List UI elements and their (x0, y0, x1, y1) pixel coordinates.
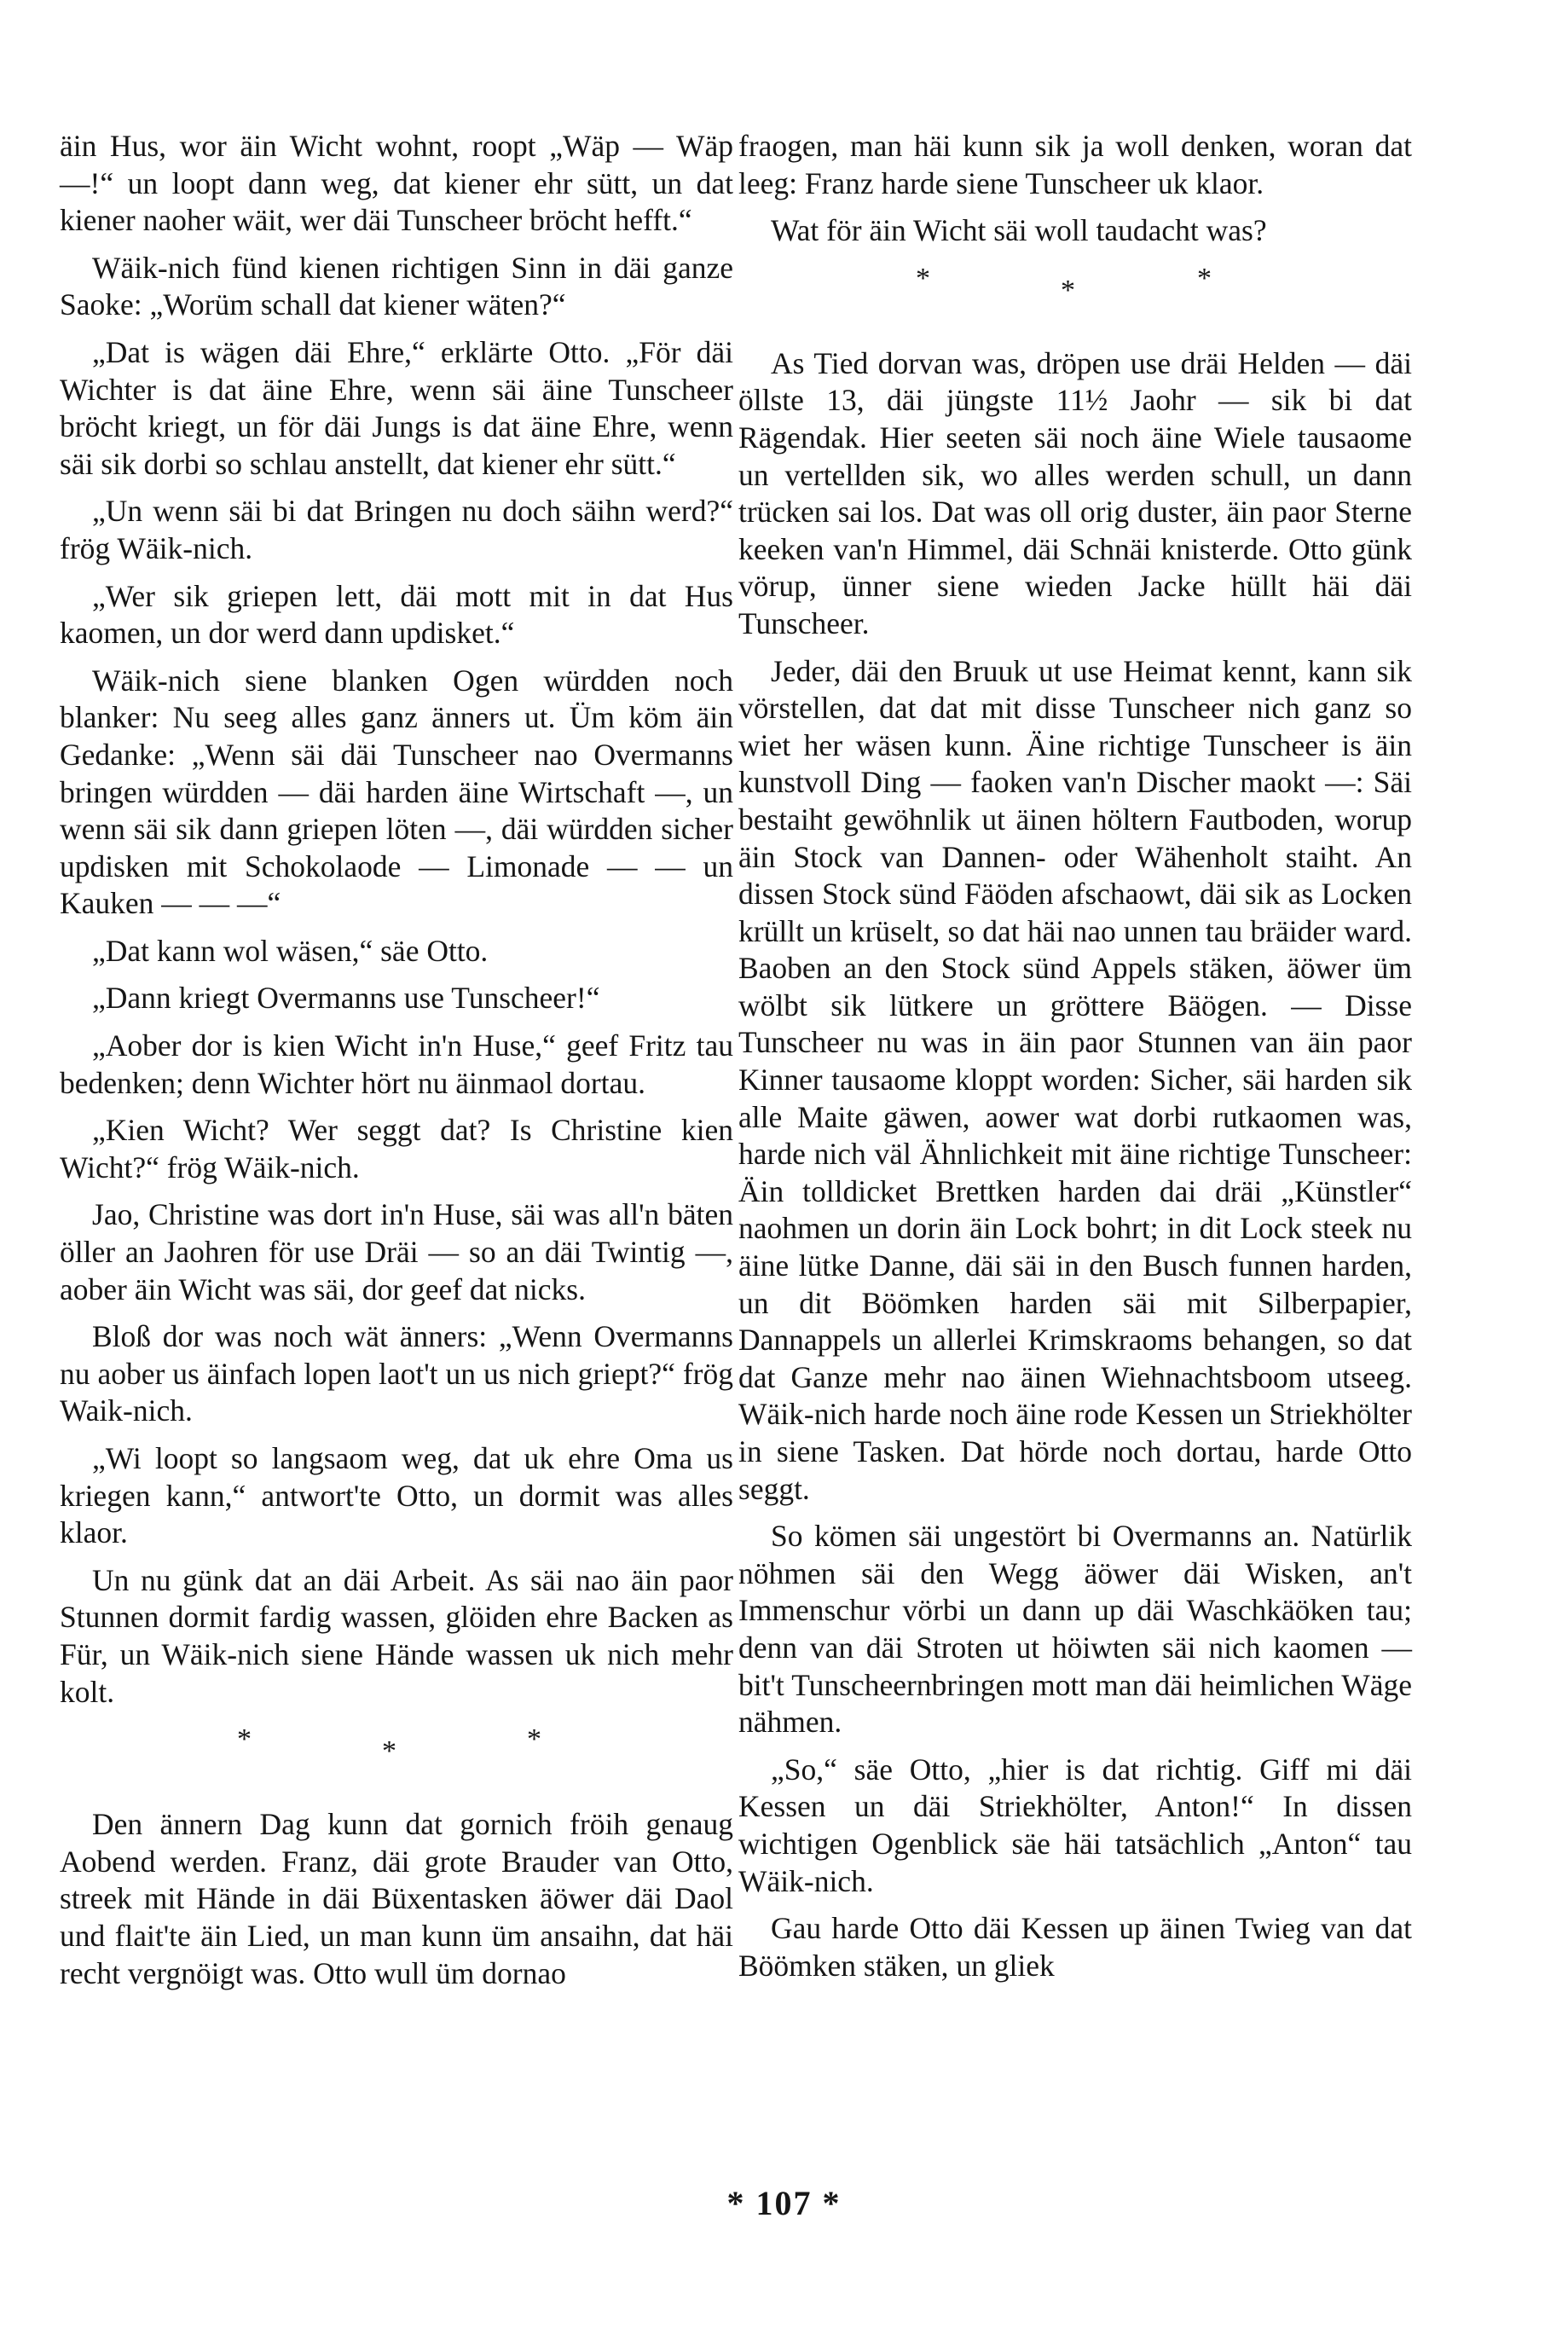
paragraph: Den ännern Dag kunn dat gornich fröih genaug Aobend werden. Franz, däi grote Brauder van Otto, streek mit Hände in däi Büxentasken äöwer däi Daol und flait'te äin Lied, un man kunn üm ansaihn, dat häi recht vergnöigt was. Otto wull üm dornao (60, 1807, 733, 1990)
paragraph: „Un wenn säi bi dat Bringen nu doch säihn werd?“ frög Wäik-nich. (60, 494, 733, 565)
paragraph: Wäik-nich siene blanken Ogen würdden noch blanker: Nu seeg alles ganz änners ut. Üm köm äin Gedanke: „Wenn säi däi Tunscheer nao Overmanns bringen würdden — däi harden äine Wirtschaft —, un wenn säi sik dann griepen löten —, däi würdden sicher updisken mit Schokolaode — Limonade — — un Kauken — — —“ (60, 663, 733, 921)
star: * (237, 1723, 252, 1756)
star: * (1061, 274, 1075, 306)
paragraph: „Wer sik griepen lett, däi mott mit in dat Hus kaomen, un dor werd dann updisket.“ (60, 578, 733, 651)
paragraph: Wäik-nich fünd kienen richtigen Sinn in däi ganze Saoke: „Worüm schall dat kiener wäten?“ (60, 250, 733, 322)
paragraph: Jao, Christine was dort in'n Huse, säi was all'n bäten öller an Jaohren för use Dräi — so an däi Twintig —, aober äin Wicht was säi, dor geef dat nicks. (60, 1197, 733, 1306)
paragraph: Gau harde Otto däi Kessen up äinen Twieg van dat Böömken stäken, un gliek (738, 1911, 1412, 1983)
paragraph: Wat för äin Wicht säi woll taudacht was? (771, 213, 1267, 248)
paragraph: Un nu günk dat an däi Arbeit. As säi nao äin paor Stunnen dormit fardig wassen, glöiden ehre Backen as Für, un Wäik-nich siene Hände wassen uk nich mehr kolt. (60, 1562, 733, 1709)
paragraph: „Dann kriegt Overmanns use Tunscheer!“ (92, 981, 600, 1016)
paragraph: fraogen, man häi kunn sik ja woll denken, woran dat leeg: Franz harde siene Tunscheer uk klaor. (738, 129, 1412, 200)
star: * (382, 1735, 396, 1768)
paragraph: „Dat is wägen däi Ehre,“ erklärte Otto. „För däi Wichter is dat äine Ehre, wenn säi äine Tunscheer bröcht kriegt, un för däi Jungs is dat äine Ehre, wenn säi sik dorbi so schlau anstellt, dat kiener ehr sütt.“ (60, 334, 733, 481)
paragraph: Jeder, däi den Bruuk ut use Heimat kennt, kann sik vörstellen, dat dat mit disse Tunscheer nich ganz so wiet her wäsen kunn. Äine richtige Tunscheer is äin kunstvoll Ding — faoken van'n Discher maokt —: Säi bestaiht gewöhnlik ut äinen höltern Fautboden, worup äin Stock van Dannen- oder Wähenholt staiht. An dissen Stock sünd Fäöden afschaowt, däi sik as Locken krüllt un krüselt, so dat häi nao unnen tau bräider ward. Baoben an den Stock sünd Appels stäken, äöwer üm wölbt sik lütkere un gröttere Bäögen. — Disse Tunscheer nu was in äin paor Stunnen van äin paor Kinner tausaome kloppt worden: Sicher, säi harden sik alle Maite gäwen, aower wat dorbi rutkaomen was, harde nich väl Ähnlichkeit mit äine richtige Tunscheer: Äin tolldicket Brettken harden dai dräi „Künstler“ naohmen un dorin äin Lock bohrt; in dit Lock steek nu äine lütke Danne, däi säi in den Busch funnen harden, un dit Böömken harden säi mit Silberpapier, Dannappels un allerlei Krimskraoms behangen, so dat dat Ganze mehr nao äinen Wiehnachtsboom utseeg. Wäik-nich harde noch äine rode Kessen un Striekhölter in siene Tasken. Dat hörde noch dortau, harde Otto seggt. (738, 653, 1412, 1506)
paragraph: „Kien Wicht? Wer seggt dat? Is Christine kien Wicht?“ frög Wäik-nich. (60, 1113, 733, 1184)
paragraph: Bloß dor was noch wät änners: „Wenn Overmanns nu aober us äinfach lopen laot't un us nich griept?“ frög Waik-nich. (60, 1319, 733, 1428)
right-column (738, 128, 1412, 1995)
paragraph: „Wi loopt so langsaom weg, dat uk ehre Oma us kriegen kann,“ antwort'te Otto, un dormit was alles klaor. (60, 1441, 733, 1550)
paragraph: äin Hus, wor äin Wicht wohnt, roopt „Wäp — Wäp —!“ un loopt dann weg, dat kiener ehr sütt, un dat kiener naoher wäit, wer däi Tunscheer bröcht hefft.“ (60, 129, 733, 238)
section-break (60, 1723, 733, 1775)
star: * (916, 262, 930, 294)
paragraph: „Aober dor is kien Wicht in'n Huse,“ geef Fritz tau bedenken; denn Wichter hört nu äinmaol dortau. (60, 1028, 733, 1100)
paragraph: „Dat kann wol wäsen,“ säe Otto. (92, 933, 489, 968)
page-number: * 107 * (726, 2184, 842, 2222)
section-break (738, 262, 1412, 315)
star: * (1197, 262, 1212, 294)
paragraph: „So,“ säe Otto, „hier is dat richtig. Giff mi däi Kessen un däi Striekhölter, Anton!“ In dissen wichtigen Ogenblick säe häi tatsächlich „Anton“ tau Wäik-nich. (738, 1752, 1412, 1898)
left-column (60, 128, 733, 2002)
paragraph: As Tied dorvan was, dröpen use dräi Helden — däi öllste 13, däi jüngste 11½ Jaohr — sik bi dat Rägendak. Hier seeten säi noch äine Wiele tausaome un vertellden sik, wo alles werden schull, un dann trücken sai los. Dat was oll orig duster, äin paor Sterne keeken van'n Himmel, däi Schnäi knisterde. Otto günk vörup, ünner siene wieden Jacke hüllt häi däi Tunscheer. (738, 345, 1412, 640)
star: * (527, 1723, 541, 1756)
paragraph: So kömen säi ungestört bi Overmanns an. Natürlik nöhmen säi den Wegg äöwer däi Wisken, an't Immenschur vörbi un dann up däi Waschkäöken tau; denn van däi Stroten ut höiwten säi nich kaomen — bit't Tunscheernbringen mott man däi heimlichen Wäge nähmen. (738, 1519, 1412, 1740)
